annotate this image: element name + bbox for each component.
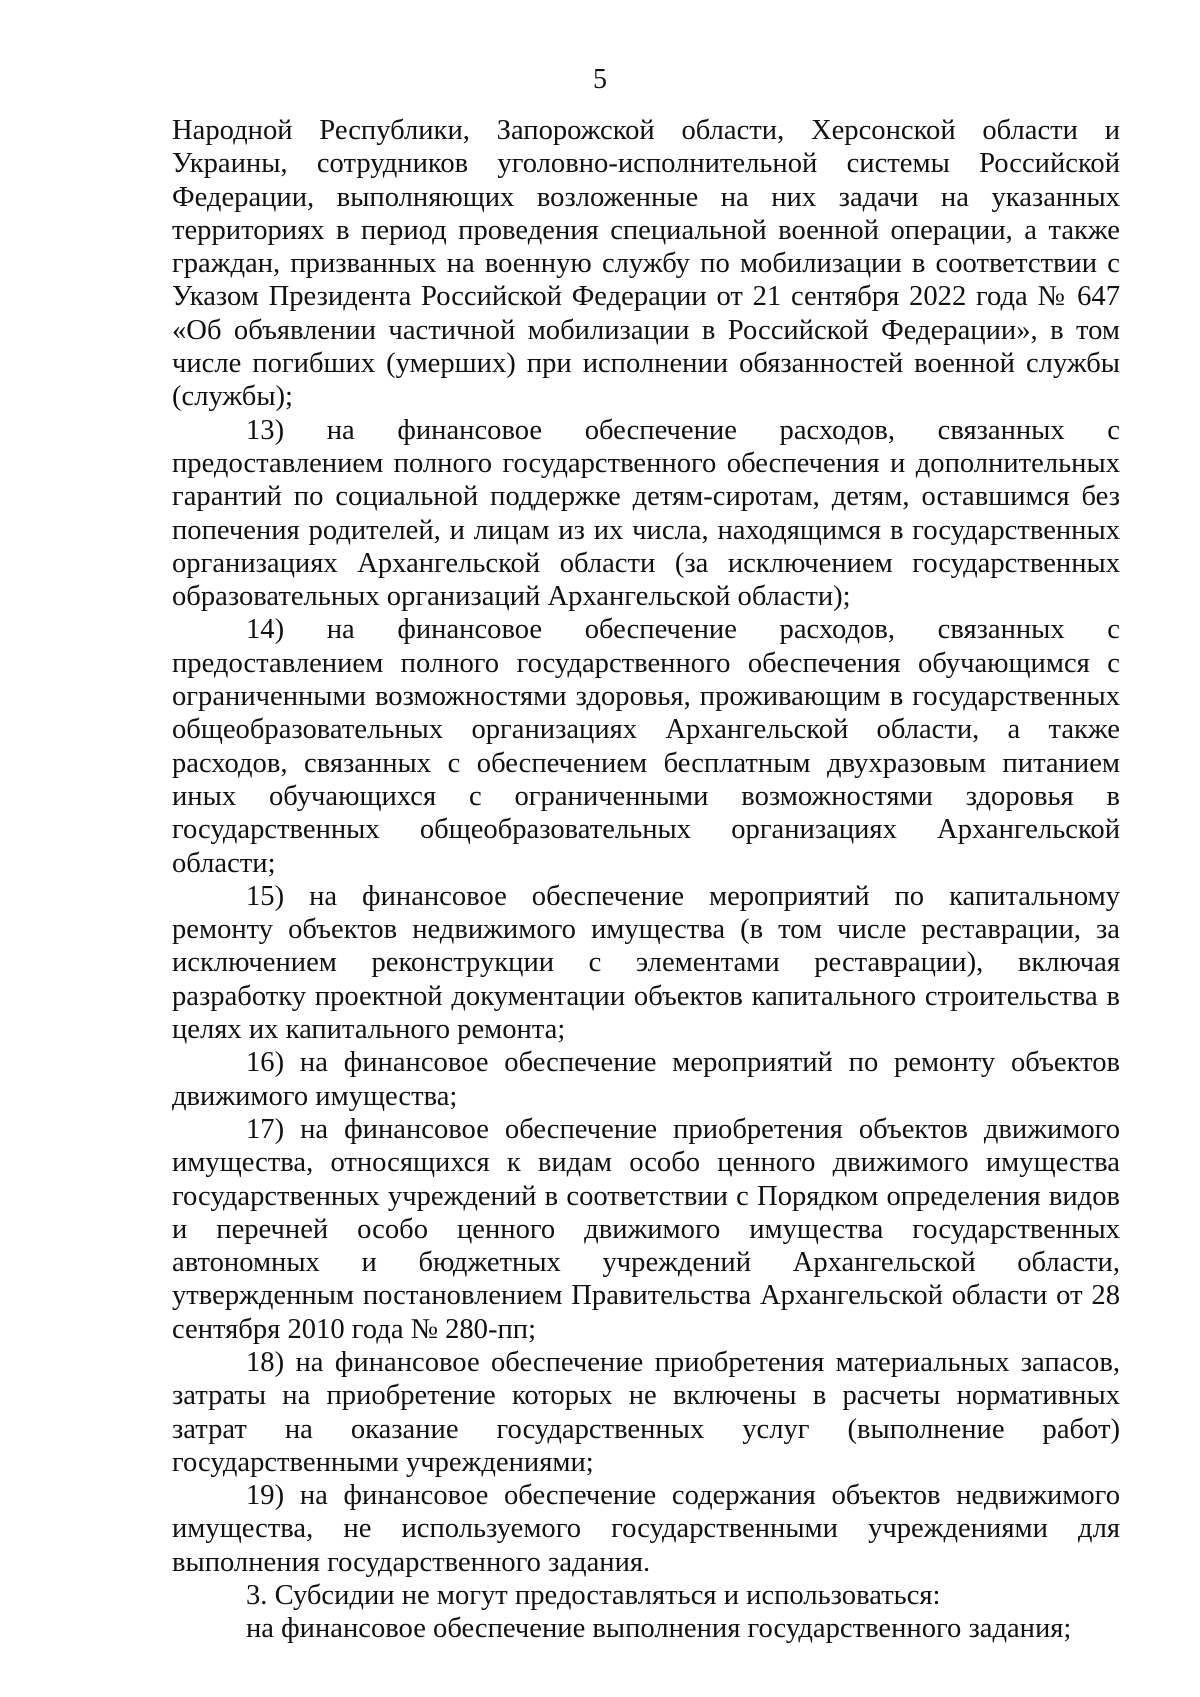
paragraph-item-17: 17) на финансовое обеспечение приобретения объектов движимого имущества, относящихся к видам особо ценного движимого имущества государственных учреждений в соответствии с Порядком определения видов и перечней особо ценного движимого имущества государственных автономных и бюджетных учреждений Архангельской области, утвержденным постановлением Правительства Архангельской области от 28 сентября 2010 года № 280-пп; xyxy=(172,1113,1120,1345)
document-body xyxy=(172,114,1120,1646)
paragraph-section-3-item: на финансовое обеспечение выполнения государственного задания; xyxy=(246,1613,1072,1645)
paragraph-continuation: Народной Республики, Запорожской области, Херсонской области и Украины, сотрудников уголовно-исполнительной системы Российской Федерации, выполняющих возложенные на них задачи на указанных территориях в период проведения специальной военной операции, а также граждан, призванных на военную службу по мобилизации в соответствии с Указом Президента Российской Федерации от 21 сентября 2022 года № 647 «Об объявлении частичной мобилизации в Российской Федерации», в том числе погибших (умерших) при исполнении обязанностей военной службы (службы); xyxy=(172,115,1120,413)
paragraph-item-19: 19) на финансовое обеспечение содержания объектов недвижимого имущества, не используемого государственными учреждениями для выполнения государственного задания. xyxy=(172,1480,1120,1578)
paragraph-item-18: 18) на финансовое обеспечение приобретения материальных запасов, затраты на приобретение которых не включены в расчеты нормативных затрат на оказание государственных услуг (выполнение работ) государственными учреждениями; xyxy=(172,1346,1120,1478)
paragraph-section-3: 3. Субсидии не могут предоставляться и использоваться: xyxy=(246,1580,941,1612)
paragraph-item-15: 15) на финансовое обеспечение мероприятий по капитальному ремонту объектов недвижимого имущества (в том числе реставрации, за исключением реконструкции с элементами реставрации), включая разработку проектной документации объектов капитального строительства в целях их капитального ремонта; xyxy=(172,880,1120,1046)
paragraph-item-13: 13) на финансовое обеспечение расходов, связанных с предоставлением полного государственного обеспечения и дополнительных гарантий по социальной поддержке детям-сиротам, детям, оставшимся без попечения родителей, и лицам из их числа, находящимся в государственных организациях Архангельской области (за исключением государственных образовательных организаций Архангельской области); xyxy=(172,414,1120,613)
paragraph-item-14: 14) на финансовое обеспечение расходов, связанных с предоставлением полного государственного обеспечения обучающимся с ограниченными возможностями здоровья, проживающим в государственных общеобразовательных организациях Архангельской области, а также расходов, связанных с обеспечением бесплатным двухразовым питанием иных обучающихся с ограниченными возможностями здоровья в государственных общеобразовательных организациях Архангельской области; xyxy=(172,614,1120,879)
page-number: 5 xyxy=(593,64,607,95)
paragraph-item-16: 16) на финансовое обеспечение мероприятий по ремонту объектов движимого имущества; xyxy=(172,1047,1120,1112)
